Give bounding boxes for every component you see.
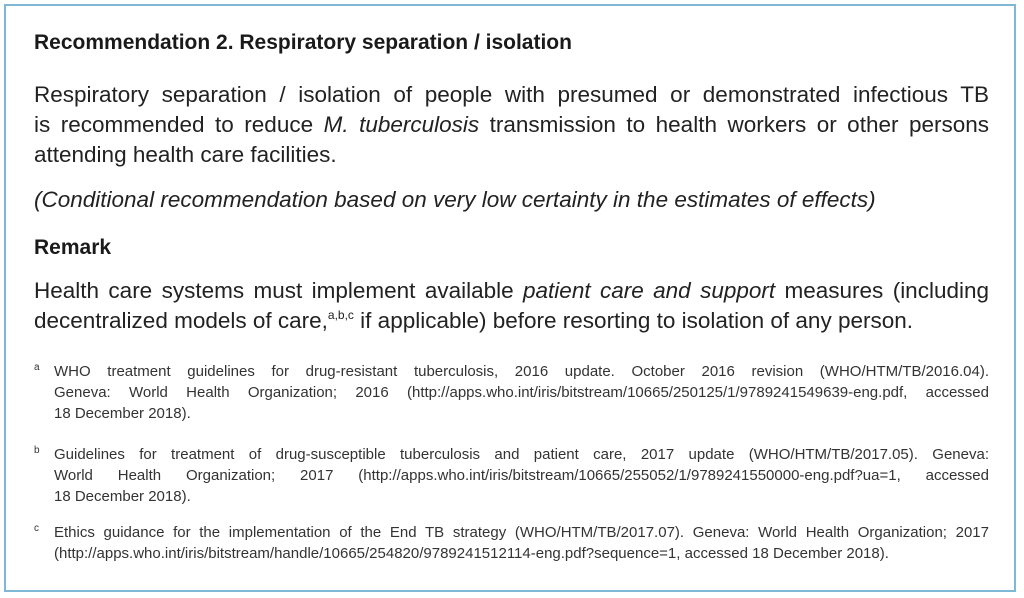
footnote-line: Guidelines for treatment of drug-susceptible tuberculosis and patient care, 2017 update (WHO/HTM/TB/2017.05). Geneva:	[54, 446, 989, 463]
remark-text	[34, 276, 989, 336]
footnote-line: World Health Organization; 2017 (http://apps.who.int/iris/bitstream/10665/255052/1/9789241550000-eng.pdf?ua=1, accessed	[54, 467, 989, 484]
remark-heading: Remark	[34, 236, 112, 259]
recommendation-line-2: is recommended to reduce M. tuberculosis transmission to health workers or other persons	[34, 112, 990, 137]
recommendation-text	[34, 80, 989, 170]
footnote-line: WHO treatment guidelines for drug-resistant tuberculosis, 2016 update. October 2016 revision (WHO/HTM/TB/2016.04).	[54, 363, 989, 380]
emphasis-text: patient care and support	[523, 278, 776, 303]
footnote-mark: b	[34, 445, 40, 456]
footnote-mark: a	[34, 362, 40, 373]
footnote-c	[34, 522, 989, 564]
species-name: M. tuberculosis	[323, 112, 480, 137]
recommendation-heading: Recommendation 2. Respiratory separation / isolation	[34, 31, 572, 54]
footnote-reference: a,b,c	[327, 308, 354, 322]
footnote-mark: c	[34, 523, 39, 534]
recommendation-line-1: Respiratory separation / isolation of people with presumed or demonstrated infectious TB	[34, 82, 989, 107]
footnote-line: Geneva: World Health Organization; 2016 (http://apps.who.int/iris/bitstream/10665/250125/1/9789241549639-eng.pdf, accessed	[54, 384, 989, 401]
footnote-line: 18 December 2018).	[54, 405, 191, 422]
remark-line-2: decentralized models of care,$^{a,b,c}$ if applicable) before resorting to isolation of any person.	[34, 308, 913, 333]
footnote-b	[34, 444, 989, 507]
conditional-note: (Conditional recommendation based on very low certainty in the estimates of effects)	[34, 187, 876, 212]
remark-line-1: Health care systems must implement available patient care and support measures (including	[34, 278, 990, 303]
footnote-line: (http://apps.who.int/iris/bitstream/handle/10665/254820/9789241512114-eng.pdf?sequence=1, accessed 18 December 2018).	[54, 545, 889, 562]
footnote-line: 18 December 2018).	[54, 488, 191, 505]
footnote-a	[34, 361, 989, 424]
recommendation-line-3: attending health care facilities.	[34, 142, 337, 167]
footnote-line: Ethics guidance for the implementation of the End TB strategy (WHO/HTM/TB/2017.07). Geneva: World Health Organization; 2017	[54, 524, 989, 541]
